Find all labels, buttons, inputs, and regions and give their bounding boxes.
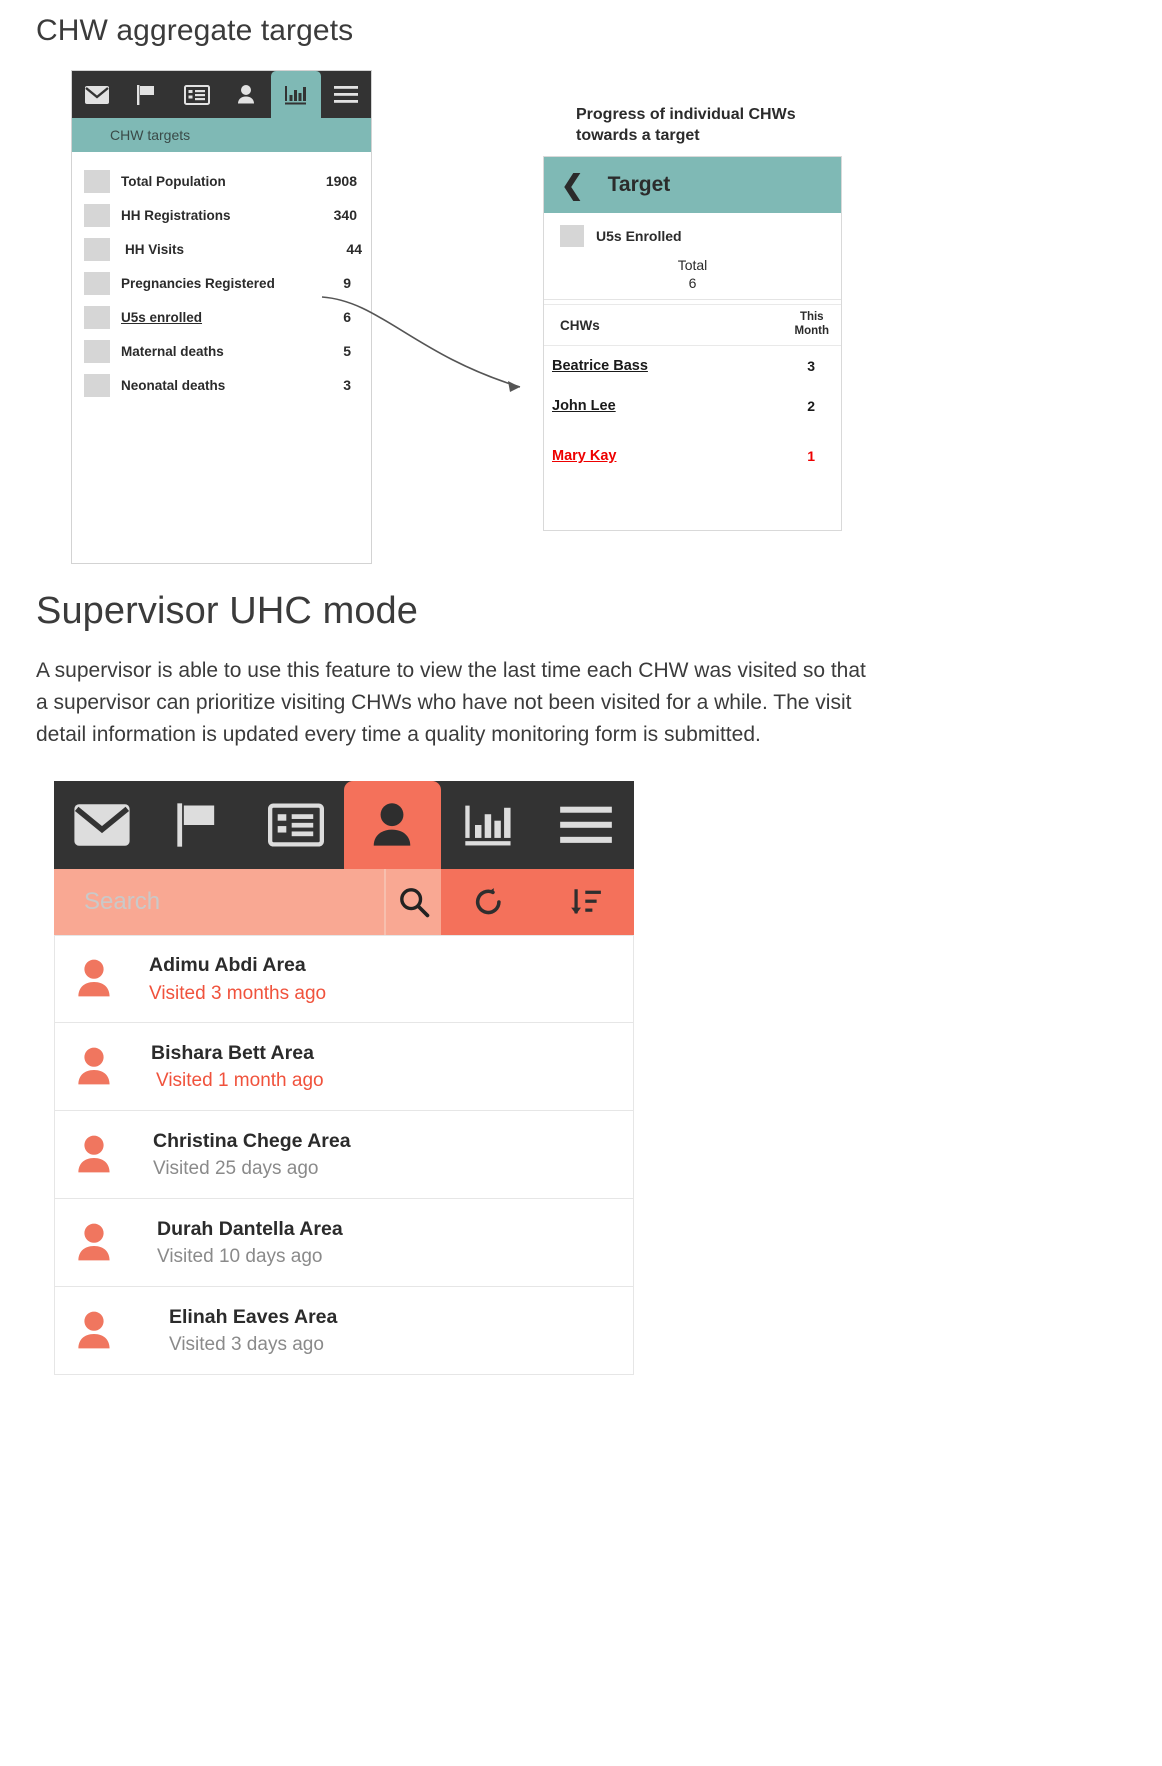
target-value: 5 xyxy=(343,343,351,359)
toolbar-menu-button[interactable] xyxy=(321,71,371,118)
target-row[interactable] xyxy=(72,164,371,198)
search-bar xyxy=(54,869,634,935)
hamburger-menu-icon xyxy=(558,804,614,846)
chw-targets-subbar[interactable] xyxy=(72,118,371,152)
target-detail-panel xyxy=(543,156,842,531)
app-toolbar-2 xyxy=(54,781,634,869)
target-row[interactable] xyxy=(72,198,371,232)
person-icon xyxy=(74,1133,114,1177)
target-row[interactable] xyxy=(72,300,371,334)
flag-icon xyxy=(173,801,225,849)
target-detail-title: Target xyxy=(607,173,671,196)
target-swatch-icon xyxy=(84,340,110,363)
envelope-icon xyxy=(71,802,133,848)
table-row[interactable] xyxy=(544,436,841,476)
chw-table-header xyxy=(544,304,841,346)
list-item[interactable] xyxy=(54,1023,634,1111)
target-label: HH Visits xyxy=(125,241,185,257)
app-toolbar xyxy=(72,71,371,118)
toolbar-reports-tab[interactable] xyxy=(247,781,344,869)
magnifier-icon xyxy=(397,885,431,919)
person-icon xyxy=(74,957,114,1001)
toolbar-reports-tab[interactable] xyxy=(172,71,222,118)
bar-chart-icon xyxy=(461,801,517,849)
list-item-text xyxy=(149,951,326,1007)
list-item-text xyxy=(169,1303,337,1359)
avatar xyxy=(55,1221,133,1265)
target-value: 9 xyxy=(343,275,351,291)
person-icon xyxy=(74,1221,114,1265)
chw-name[interactable]: John Lee xyxy=(552,398,616,414)
page-title: CHW aggregate targets xyxy=(36,14,354,47)
chw-count: 3 xyxy=(807,358,815,374)
area-name: Christina Chege Area xyxy=(153,1129,351,1152)
toolbar-people-tab[interactable] xyxy=(221,71,271,118)
target-swatch-icon xyxy=(84,204,110,227)
target-value: 44 xyxy=(346,241,362,257)
target-label: HH Registrations xyxy=(121,207,231,223)
targets-list xyxy=(72,152,371,402)
target-swatch-icon xyxy=(84,170,110,193)
list-item[interactable] xyxy=(54,1287,634,1375)
hamburger-menu-icon xyxy=(333,85,359,104)
person-icon xyxy=(74,1309,114,1353)
refresh-button[interactable] xyxy=(441,869,538,935)
this-month-column-header: This Month xyxy=(794,311,829,337)
area-name: Adimu Abdi Area xyxy=(149,954,306,977)
chw-aggregate-mockup xyxy=(0,70,1162,590)
area-name: Durah Dantella Area xyxy=(157,1217,343,1240)
target-value: 1908 xyxy=(325,173,357,189)
toolbar-messages-tab[interactable] xyxy=(54,781,151,869)
list-item-text xyxy=(153,1127,351,1183)
chw-column-header: CHWs xyxy=(560,317,600,333)
area-visit-status: Visited 25 days ago xyxy=(153,1158,319,1180)
toolbar-people-tab[interactable] xyxy=(344,781,441,869)
target-row[interactable] xyxy=(72,232,371,266)
toolbar-tasks-tab[interactable] xyxy=(151,781,248,869)
list-item-text xyxy=(157,1215,343,1271)
area-visit-status: Visited 1 month ago xyxy=(156,1070,324,1092)
target-swatch-icon xyxy=(84,306,110,329)
area-visit-status: Visited 10 days ago xyxy=(157,1246,323,1268)
target-value: 340 xyxy=(333,207,357,223)
section-title-supervisor: Supervisor UHC mode xyxy=(36,590,419,632)
list-item[interactable] xyxy=(54,935,634,1023)
page-root xyxy=(0,14,1162,1401)
avatar xyxy=(55,1309,133,1353)
supervisor-uhc-mockup xyxy=(0,781,1162,1401)
target-label: Pregnancies Registered xyxy=(121,275,275,291)
target-detail-header xyxy=(544,157,841,213)
chw-name[interactable]: Mary Kay xyxy=(552,448,617,464)
target-label: Neonatal deaths xyxy=(121,377,226,393)
callout-text: Progress of individual CHWs towards a target xyxy=(576,106,796,145)
person-icon xyxy=(236,84,256,105)
avatar xyxy=(55,1045,133,1089)
metric-name: U5s Enrolled xyxy=(596,228,682,244)
area-name: Elinah Eaves Area xyxy=(169,1305,338,1328)
search-input[interactable] xyxy=(54,869,384,935)
target-swatch-icon xyxy=(84,374,110,397)
target-label: Maternal deaths xyxy=(121,343,224,359)
toolbar-analytics-tab[interactable] xyxy=(271,71,321,118)
area-visit-status: Visited 3 months ago xyxy=(149,982,327,1004)
toolbar-messages-tab[interactable] xyxy=(72,71,122,118)
target-swatch-icon xyxy=(84,238,110,261)
sort-descending-icon xyxy=(569,885,603,919)
list-item[interactable] xyxy=(54,1199,634,1287)
metric-swatch-icon xyxy=(560,225,584,247)
avatar xyxy=(55,1133,133,1177)
chw-targets-subbar-label: CHW targets xyxy=(110,127,191,143)
toolbar-menu-button[interactable] xyxy=(537,781,634,869)
area-visit-status: Visited 3 days ago xyxy=(169,1334,324,1356)
target-value: 3 xyxy=(343,377,351,393)
section-paragraph: A supervisor is able to use this feature to view the last time each CHW was visited so that a supervisor can prioritize visiting CHWs who have not been visited for a while. The visit detail information is updated every time a quality monitoring form is submitted. xyxy=(36,659,866,747)
list-icon xyxy=(268,803,324,847)
chevron-left-icon[interactable]: ❮ xyxy=(561,169,584,200)
target-row[interactable] xyxy=(72,334,371,368)
supervisor-phone xyxy=(54,781,634,1375)
refresh-icon xyxy=(472,885,506,919)
bar-chart-icon xyxy=(283,84,309,106)
target-value: 6 xyxy=(343,309,351,325)
person-icon xyxy=(369,801,415,849)
chw-area-list xyxy=(54,935,634,1375)
table-row[interactable] xyxy=(544,386,841,426)
target-row[interactable] xyxy=(72,266,371,300)
flag-icon xyxy=(135,84,159,106)
list-item-text xyxy=(151,1039,324,1095)
total-label: Total xyxy=(677,257,708,273)
list-icon xyxy=(184,85,210,105)
chw-count: 2 xyxy=(807,398,815,414)
toolbar-tasks-tab[interactable] xyxy=(122,71,172,118)
chw-targets-phone xyxy=(71,70,372,564)
sort-button[interactable] xyxy=(538,869,635,935)
chw-name[interactable]: Beatrice Bass xyxy=(552,358,648,374)
envelope-icon xyxy=(84,85,110,105)
target-row[interactable] xyxy=(72,368,371,402)
toolbar-analytics-tab[interactable] xyxy=(441,781,538,869)
total-value: 6 xyxy=(688,274,697,291)
total-block xyxy=(544,247,841,300)
search-submit-button[interactable] xyxy=(384,869,441,935)
search-placeholder: Search xyxy=(84,888,161,916)
metric-row xyxy=(544,213,841,247)
avatar xyxy=(55,957,133,1001)
table-row[interactable] xyxy=(544,346,841,386)
target-swatch-icon xyxy=(84,272,110,295)
list-item[interactable] xyxy=(54,1111,634,1199)
target-label[interactable]: U5s enrolled xyxy=(121,309,203,325)
target-label: Total Population xyxy=(121,173,226,189)
area-name: Bishara Bett Area xyxy=(151,1041,314,1064)
chw-count: 1 xyxy=(807,448,815,464)
person-icon xyxy=(74,1045,114,1089)
